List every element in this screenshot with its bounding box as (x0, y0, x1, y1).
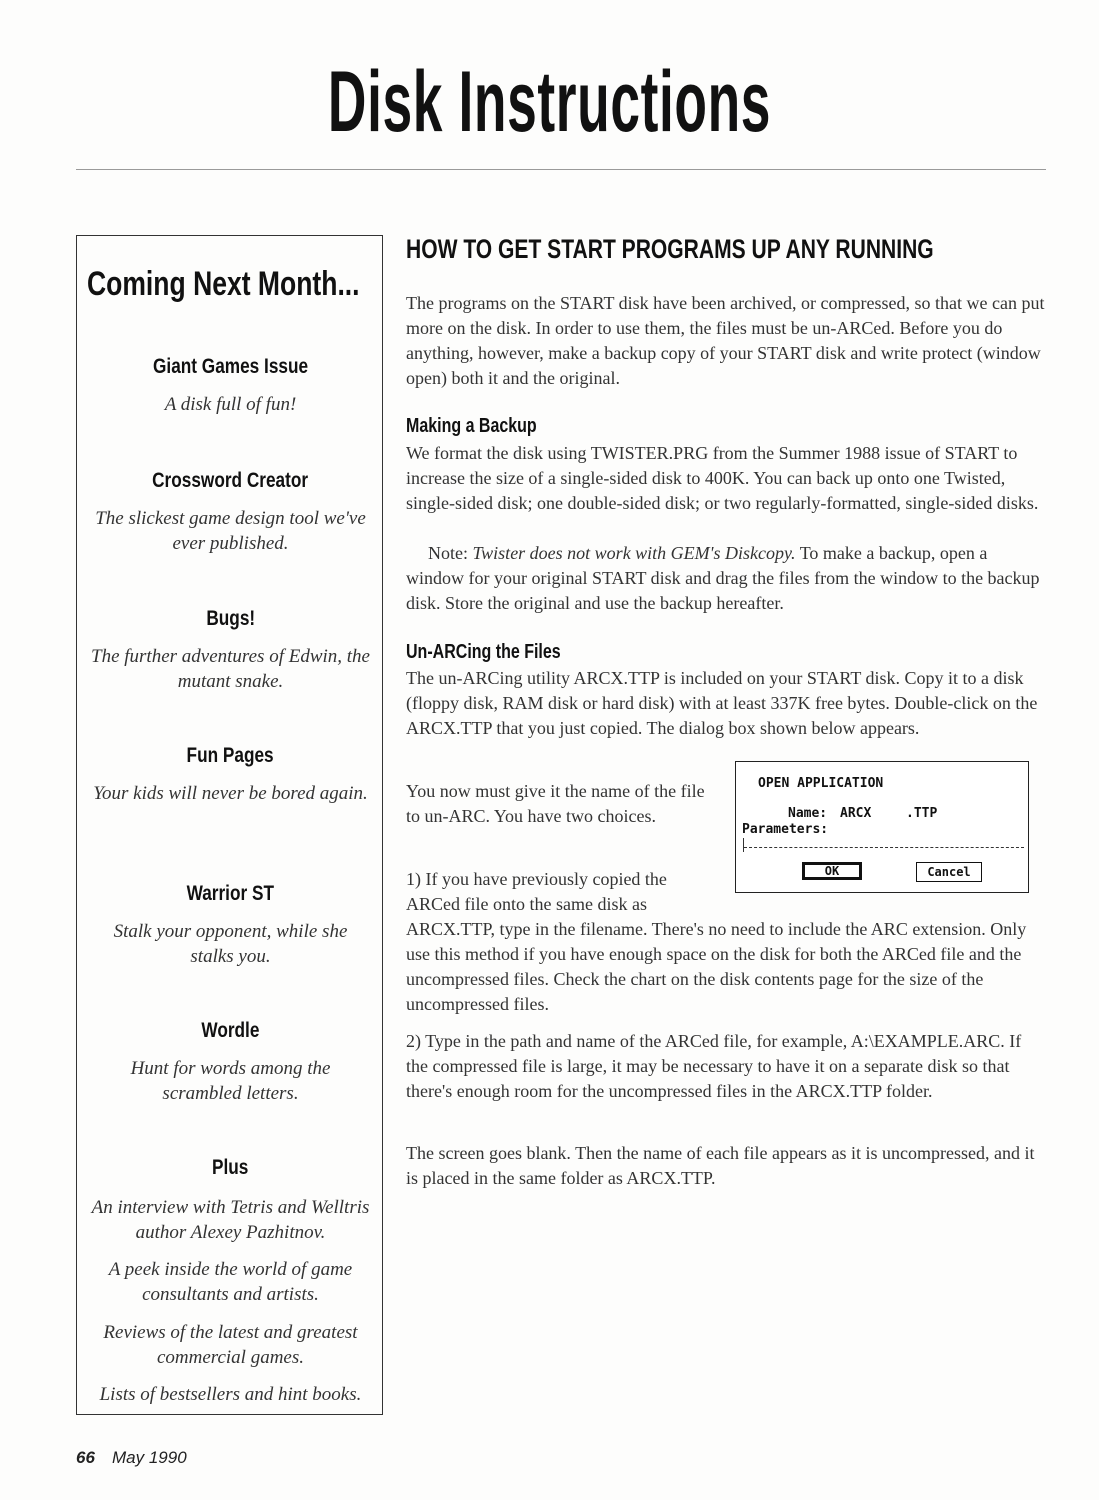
closing-paragraph: The screen goes blank. Then the name of each file appears as it is uncompressed, and it is placed in the same folder as ARCX.TTP. (406, 1143, 1035, 1188)
unarc-paragraph: The un-ARCing utility ARCX.TTP is included on your START disk. Copy it to a disk (floppy disk, RAM disk or hard disk) with at least 337K free bytes. Double-click on the ARCX.TTP that you just copied. The dialog box shown below appears. (406, 668, 1038, 738)
sidebar-item (77, 881, 384, 969)
sidebar-item-title: Wordle (201, 1019, 260, 1042)
backup-note-paragraph (406, 541, 1046, 616)
backup-note-rest: To make a backup, open a window for your original START disk and drag the files from the window to the backup disk. Store the original and use the backup hereafter. (406, 543, 1040, 613)
article-heading: HOW TO GET START PROGRAMS UP ANY RUNNING (406, 234, 934, 264)
title-divider (76, 169, 1046, 170)
unarc-choices-intro: You now must give it the name of the file to un-ARC. You have two choices. (406, 781, 705, 826)
backup-note-label: Note: (428, 543, 473, 563)
sidebar-item-desc: The slickest game design tool we've ever published. (95, 508, 366, 554)
choice-2-paragraph: 2) Type in the path and name of the ARCed file, for example, A:\EXAMPLE.ARC. If the compressed file is large, it may be necessary to have it on a separate disk so that there's enough room for the uncompressed files in the ARCX.TTP folder. (406, 1031, 1022, 1101)
sidebar-item-desc: A disk full of fun! (164, 394, 297, 415)
choice-1-start: 1) If you have previously copied the ARCed file onto the same disk as (406, 869, 667, 914)
cancel-button[interactable]: Cancel (916, 862, 982, 882)
open-application-dialog (735, 761, 1029, 893)
sidebar-item-desc: Your kids will never be bored again. (93, 783, 368, 804)
sidebar-item (77, 468, 384, 556)
sidebar-item (77, 743, 384, 806)
sidebar-item-desc: The further adventures of Edwin, the mutant snake. (91, 646, 370, 692)
intro-paragraph: The programs on the START disk have been archived, or compressed, so that we can put more on the disk. In order to use them, the files must be un-ARCed. Before you do anything, however, make a backup copy of your START disk and write protect (window open) both it and the original. (406, 293, 1045, 388)
sidebar-item-title: Crossword Creator (152, 469, 309, 492)
backup-note-emphasis: Twister does not work with GEM's Diskcopy. (472, 543, 796, 563)
sidebar-item-title: Warrior ST (186, 882, 275, 905)
sidebar-plus-line: An interview with Tetris and Welltris author Alexey Pazhitnov. (91, 1197, 370, 1243)
sidebar-item (77, 354, 384, 417)
sidebar-item-title: Giant Games Issue (152, 355, 309, 378)
sidebar-item-desc: Hunt for words among the scrambled letters. (130, 1058, 331, 1104)
dialog-parameters-label: Parameters: (742, 822, 829, 837)
backup-heading: Making a Backup (406, 415, 537, 437)
sidebar-plus (77, 1155, 384, 1181)
coming-next-month-sidebar (76, 235, 383, 1415)
sidebar-plus-line: Reviews of the latest and greatest commercial games. (103, 1322, 358, 1368)
page-number: 66 (76, 1448, 95, 1467)
sidebar-plus-title: Plus (212, 1156, 249, 1179)
backup-paragraph: We format the disk using TWISTER.PRG from the Summer 1988 issue of START to increase the size of a single-sided disk to 400K. You can back up onto one Twisted, single-sided disk; one double-sided disk; or two regularly-formatted, single-sided disks. (406, 443, 1039, 513)
sidebar-item-title: Bugs! (206, 607, 255, 630)
sidebar-item-title: Fun Pages (186, 744, 275, 767)
sidebar-item (77, 606, 384, 694)
page-title: Disk Instructions (327, 54, 772, 150)
dialog-name-value: ARCX (840, 806, 872, 821)
sidebar-item-desc: Stalk your opponent, while she stalks you. (113, 921, 348, 967)
dialog-title: OPEN APPLICATION (758, 776, 884, 791)
sidebar-heading: Coming Next Month... (87, 265, 360, 303)
ok-button[interactable]: OK (802, 862, 862, 880)
dialog-name-label: Name: (788, 806, 828, 821)
unarc-heading: Un-ARCing the Files (406, 641, 561, 663)
sidebar-plus-line: A peek inside the world of game consultants and artists. (108, 1259, 353, 1305)
sidebar-item (77, 1018, 384, 1106)
sidebar-plus-line: Lists of bestsellers and hint books. (99, 1384, 362, 1405)
issue-date: May 1990 (112, 1448, 187, 1467)
text-cursor (743, 838, 744, 852)
parameters-input-line[interactable] (744, 847, 1024, 848)
choice-1-rest: ARCX.TTP, type in the filename. There's no need to include the ARC extension. Only use this method if you have enough space on the disk for both the ARCed file and the uncompressed files. Check the chart on the disk contents page for the size of the uncompressed files. (406, 919, 1027, 1014)
dialog-extension: .TTP (906, 806, 938, 821)
